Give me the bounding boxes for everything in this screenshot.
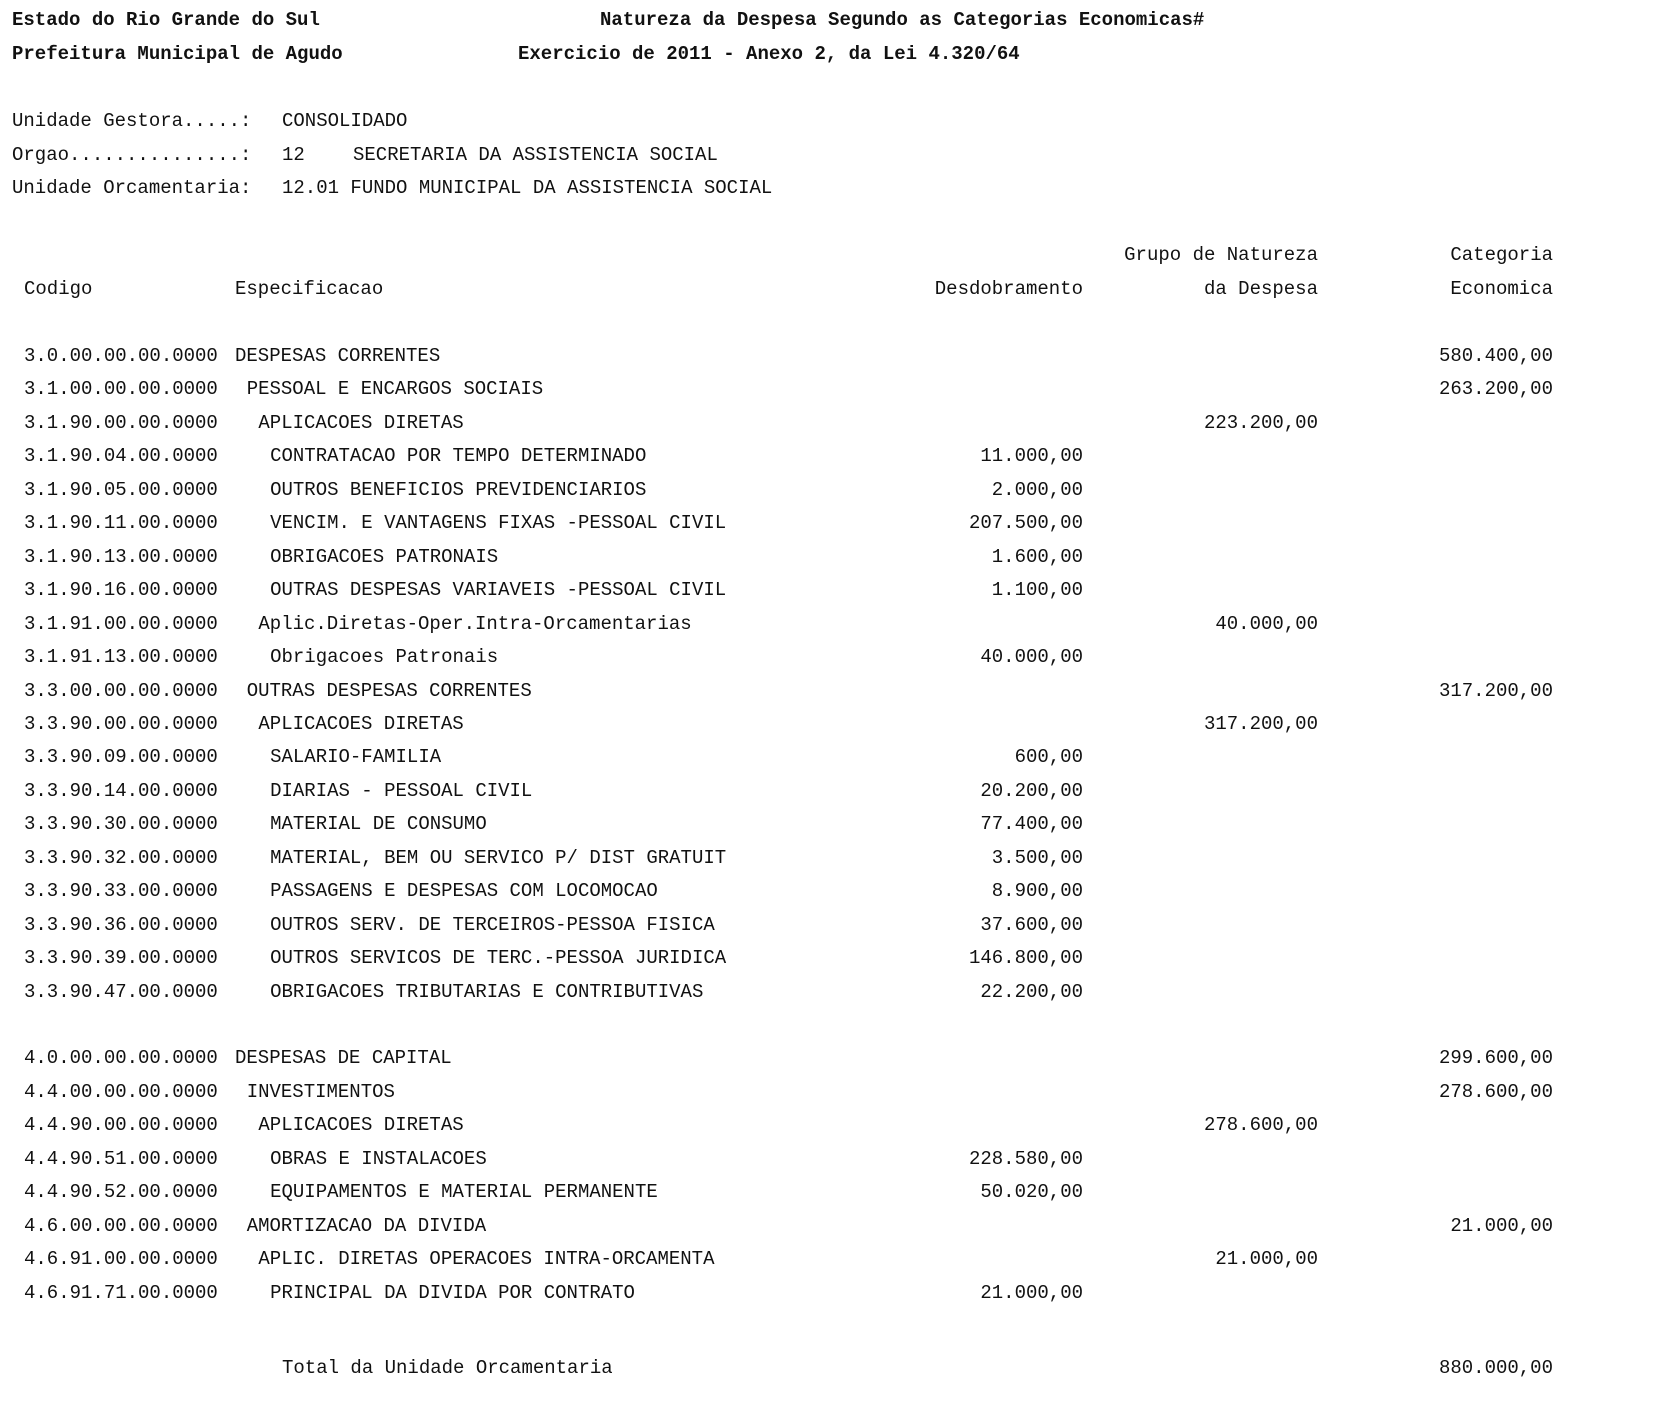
row-desdobramento-value: 37.600,00 [980,913,1083,936]
row-code: 3.3.90.30.00.0000 [24,813,218,836]
row-categoria-value: 299.600,00 [1438,1047,1553,1070]
row-description: OUTRAS DESPESAS VARIAVEIS -PESSOAL CIVIL [270,579,727,602]
row-code: 3.1.91.13.00.0000 [24,646,218,669]
orgao-name: SECRETARIA DA ASSISTENCIA SOCIAL [353,144,718,166]
row-code: 4.4.90.00.00.0000 [24,1114,218,1137]
row-description: PRINCIPAL DA DIVIDA POR CONTRATO [270,1281,635,1304]
row-description: OUTROS SERVICOS DE TERC.-PESSOA JURIDICA [270,947,727,970]
row-description: APLICACOES DIRETAS [258,411,464,434]
row-desdobramento-value: 77.400,00 [980,813,1083,836]
report-subtitle: Exercicio de 2011 - Anexo 2, da Lei 4.320/64 [518,43,1020,65]
row-categoria-value: 317.200,00 [1438,679,1553,702]
row-description: Aplic.Diretas-Oper.Intra-Orcamentarias [258,612,692,635]
row-description: Obrigacoes Patronais [270,646,499,669]
row-desdobramento-value: 8.900,00 [991,880,1083,903]
row-description: DESPESAS DE CAPITAL [235,1047,452,1070]
row-description: VENCIM. E VANTAGENS FIXAS -PESSOAL CIVIL [270,512,727,535]
row-code: 4.6.91.00.00.0000 [24,1248,218,1271]
row-categoria-value: 278.600,00 [1438,1080,1553,1103]
row-code: 4.4.90.51.00.0000 [24,1147,218,1170]
row-description: MATERIAL DE CONSUMO [270,813,487,836]
row-desdobramento-value: 2.000,00 [991,478,1083,501]
col-especificacao-header: Especificacao [235,278,384,300]
row-description: OBRIGACOES PATRONAIS [270,545,499,568]
row-description: DESPESAS CORRENTES [235,345,441,367]
row-grupo-value: 40.000,00 [1215,612,1318,635]
row-categoria-value: 580.400,00 [1438,345,1553,367]
row-desdobramento-value: 11.000,00 [980,445,1083,468]
row-code: 3.0.00.00.00.0000 [24,345,218,367]
orgao-code: 12 [282,144,305,166]
row-code: 3.3.90.00.00.0000 [24,712,218,735]
row-code: 4.6.00.00.00.0000 [24,1214,218,1237]
row-description: APLIC. DIRETAS OPERACOES INTRA-ORCAMENTA [258,1248,715,1271]
row-code: 3.1.90.04.00.0000 [24,445,218,468]
row-code: 3.1.90.13.00.0000 [24,545,218,568]
col-categoria-header-2: Economica [1450,278,1553,300]
row-code: 3.1.91.00.00.0000 [24,612,218,635]
report-title: Natureza da Despesa Segundo as Categorias Economicas# [600,9,1205,31]
row-grupo-value: 223.200,00 [1203,411,1318,434]
row-categoria-value: 21.000,00 [1450,1214,1553,1237]
row-desdobramento-value: 20.200,00 [980,779,1083,802]
row-categoria-value: 263.200,00 [1438,378,1553,401]
row-grupo-value: 278.600,00 [1203,1114,1318,1137]
row-description: SALARIO-FAMILIA [270,746,442,769]
row-code: 4.4.00.00.00.0000 [24,1080,218,1103]
row-code: 3.3.90.39.00.0000 [24,947,218,970]
row-description: DIARIAS - PESSOAL CIVIL [270,779,533,802]
row-code: 4.6.91.71.00.0000 [24,1281,218,1304]
orgao-label: Orgao...............: [12,144,252,166]
row-desdobramento-value: 40.000,00 [980,646,1083,669]
state-name: Estado do Rio Grande do Sul [12,9,320,31]
row-desdobramento-value: 1.600,00 [991,545,1083,568]
col-desdobramento-header: Desdobramento [934,278,1083,300]
row-description: MATERIAL, BEM OU SERVICO P/ DIST GRATUIT [270,846,727,869]
row-description: AMORTIZACAO DA DIVIDA [246,1214,487,1237]
row-desdobramento-value: 600,00 [1014,746,1083,769]
unidade-orcamentaria-value: 12.01 FUNDO MUNICIPAL DA ASSISTENCIA SOCIAL [282,177,773,199]
row-desdobramento-value: 1.100,00 [991,579,1083,602]
row-description: OUTROS BENEFICIOS PREVIDENCIARIOS [270,478,647,501]
row-code: 3.1.90.05.00.0000 [24,478,218,501]
row-code: 4.4.90.52.00.0000 [24,1181,218,1204]
row-description: EQUIPAMENTOS E MATERIAL PERMANENTE [270,1181,658,1204]
col-grupo-header-1: Grupo de Natureza [1124,244,1318,266]
row-description: OBRIGACOES TRIBUTARIAS E CONTRIBUTIVAS [270,980,704,1003]
row-desdobramento-value: 146.800,00 [968,947,1083,970]
col-categoria-header-1: Categoria [1450,244,1553,266]
row-description: OUTRAS DESPESAS CORRENTES [246,679,532,702]
row-desdobramento-value: 21.000,00 [980,1281,1083,1304]
row-desdobramento-value: 3.500,00 [991,846,1083,869]
unidade-gestora-value: CONSOLIDADO [282,110,408,132]
row-code: 3.3.00.00.00.0000 [24,679,218,702]
row-code: 3.3.90.09.00.0000 [24,746,218,769]
row-code: 3.3.90.47.00.0000 [24,980,218,1003]
row-description: PASSAGENS E DESPESAS COM LOCOMOCAO [270,880,658,903]
row-code: 3.1.90.00.00.0000 [24,411,218,434]
row-description: APLICACOES DIRETAS [258,712,464,735]
city-name: Prefeitura Municipal de Agudo [12,43,343,65]
row-code: 3.1.90.16.00.0000 [24,579,218,602]
row-description: INVESTIMENTOS [246,1080,395,1103]
row-desdobramento-value: 50.020,00 [980,1181,1083,1204]
row-desdobramento-value: 207.500,00 [968,512,1083,535]
row-description: OBRAS E INSTALACOES [270,1147,487,1170]
row-desdobramento-value: 22.200,00 [980,980,1083,1003]
row-description: APLICACOES DIRETAS [258,1114,464,1137]
row-code: 3.3.90.32.00.0000 [24,846,218,869]
col-grupo-header-2: da Despesa [1203,278,1318,300]
row-grupo-value: 317.200,00 [1203,712,1318,735]
col-codigo-header: Codigo [24,278,93,300]
row-code: 3.1.90.11.00.0000 [24,512,218,535]
total-label: Total da Unidade Orcamentaria [282,1357,613,1379]
row-code: 3.1.00.00.00.0000 [24,378,218,401]
row-code: 3.3.90.33.00.0000 [24,880,218,903]
row-grupo-value: 21.000,00 [1215,1248,1318,1271]
row-code: 3.3.90.14.00.0000 [24,779,218,802]
row-description: CONTRATACAO POR TEMPO DETERMINADO [270,445,647,468]
unidade-gestora-label: Unidade Gestora.....: [12,110,252,132]
row-description: OUTROS SERV. DE TERCEIROS-PESSOA FISICA [270,913,715,936]
row-desdobramento-value: 228.580,00 [968,1147,1083,1170]
row-code: 3.3.90.36.00.0000 [24,913,218,936]
unidade-orcamentaria-label: Unidade Orcamentaria: [12,177,252,199]
row-code: 4.0.00.00.00.0000 [24,1047,218,1070]
total-value: 880.000,00 [1438,1357,1553,1379]
row-description: PESSOAL E ENCARGOS SOCIAIS [246,378,544,401]
